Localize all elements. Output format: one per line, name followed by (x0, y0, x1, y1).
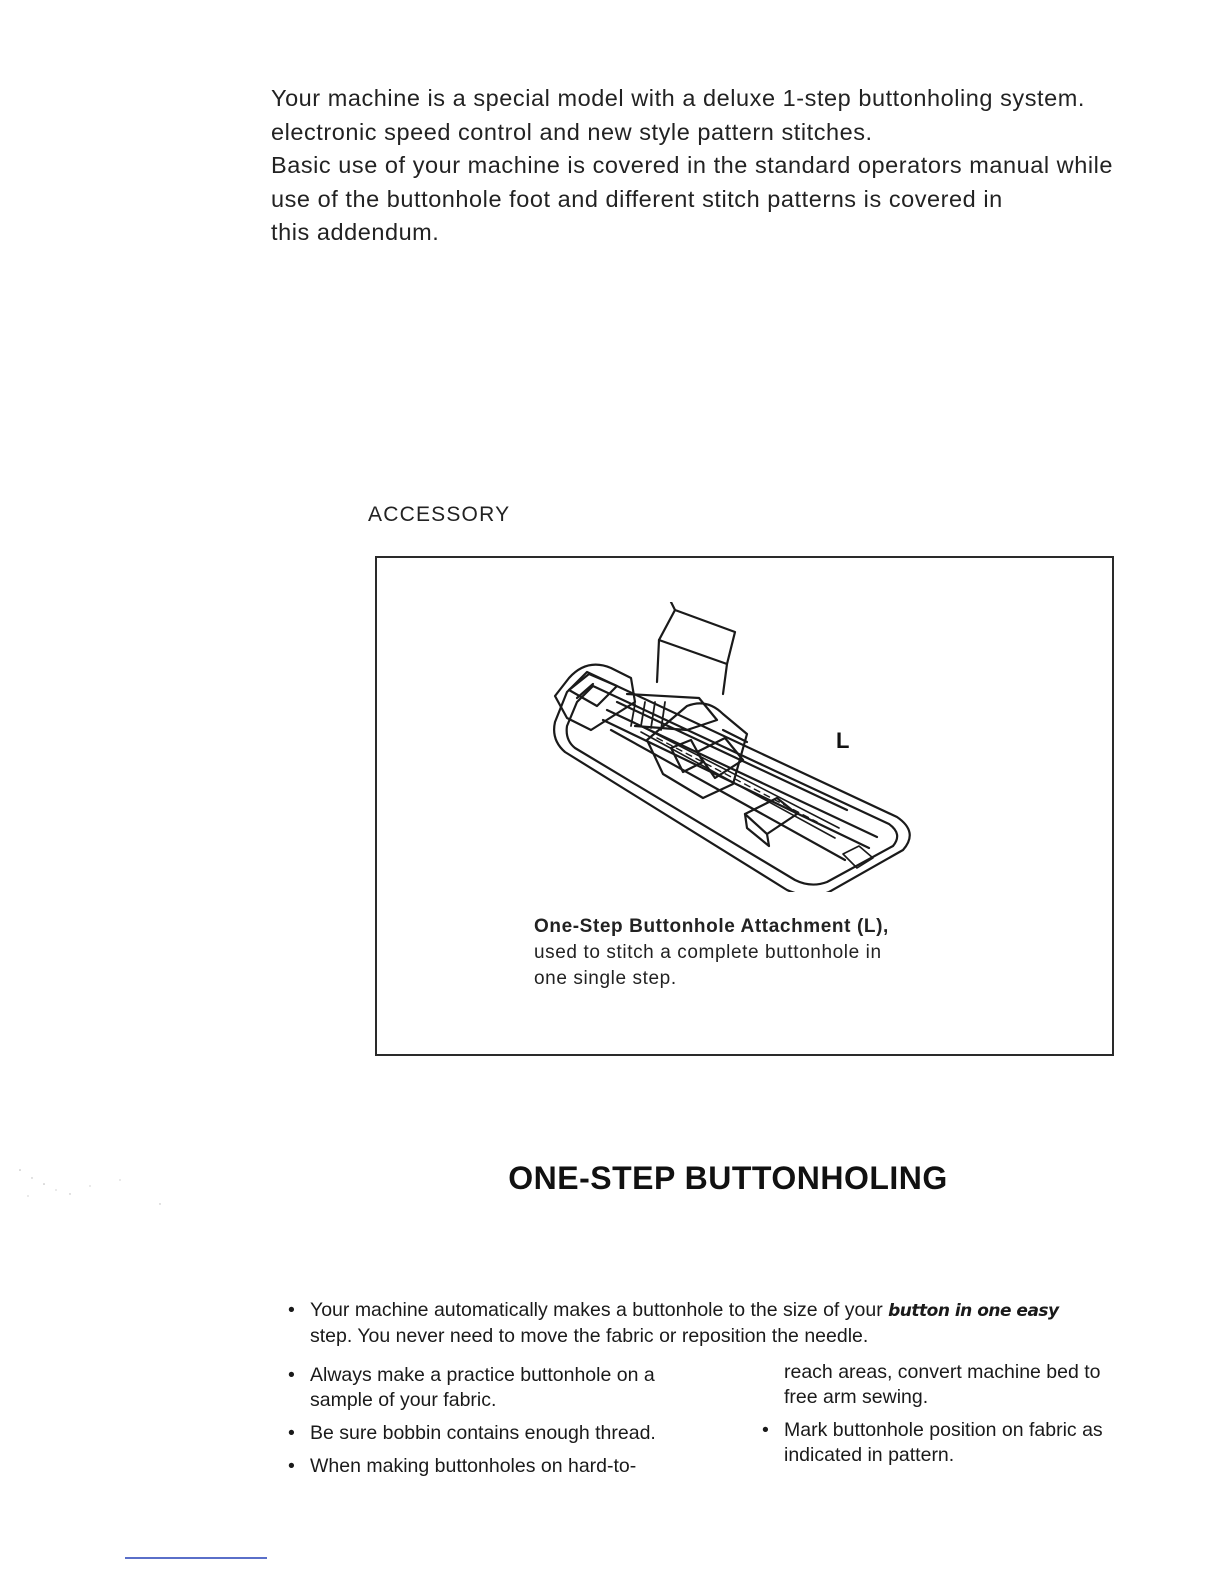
intro-line: Your machine is a special model with a deluxe 1-step buttonholing system. (271, 85, 1085, 111)
section-title: ONE-STEP BUTTONHOLING (508, 1160, 948, 1196)
bullet-line: step. You never need to move the fabric or reposition the needle. (310, 1325, 869, 1347)
caption-line: used to stitch a complete buttonhole in (534, 942, 882, 963)
bullet-line: When making buttonholes on hard-to- (310, 1455, 637, 1477)
bullet-line: Mark buttonhole position on fabric as (784, 1419, 1103, 1441)
caption-title: One-Step Buttonhole Attachment (L), (534, 916, 889, 937)
bullet-list-right-column (762, 1360, 1182, 1476)
bullet-line: reach areas, convert machine bed to (784, 1361, 1101, 1383)
scan-noise-decoration (0, 1150, 180, 1230)
bullet-icon: • (288, 1422, 295, 1444)
intro-line: use of the buttonhole foot and different stitch patterns is covered in (271, 185, 1003, 212)
list-item (288, 1298, 1188, 1349)
accessory-heading: ACCESSORY (368, 503, 511, 526)
bullet-text-handwritten: button in one easy (888, 1301, 1059, 1321)
bullet-line: free arm sewing. (784, 1386, 929, 1408)
bullet-line: sample of your fabric. (310, 1389, 497, 1411)
intro-paragraph (271, 82, 1191, 250)
accessory-caption (534, 914, 964, 992)
bullet-line (310, 1298, 1188, 1324)
list-item (288, 1454, 728, 1479)
list-item (288, 1421, 728, 1446)
accessory-box (375, 556, 1114, 1056)
list-item (288, 1363, 728, 1413)
bullet-list (762, 1418, 1182, 1468)
intro-line: this addendum. (271, 219, 440, 245)
caption-line: one single step. (534, 968, 677, 989)
bullet-icon: • (288, 1299, 295, 1321)
list-item-continuation (762, 1360, 1182, 1410)
bullet-icon: • (762, 1419, 769, 1441)
buttonhole-foot-illustration-icon (547, 602, 927, 892)
bullet-icon: • (288, 1455, 295, 1477)
bullet-icon: • (288, 1364, 295, 1386)
bullet-line: indicated in pattern. (784, 1444, 955, 1466)
attachment-label-l: L (836, 728, 850, 753)
bullet-text-printed: Your machine automatically makes a buttonhole to the size of your (310, 1299, 883, 1321)
bullet-line: Always make a practice buttonhole on a (310, 1364, 655, 1386)
list-item (762, 1418, 1182, 1468)
bullet-line: Be sure bobbin contains enough thread. (310, 1422, 656, 1444)
bullet-list-left-column (288, 1363, 728, 1487)
footer-rule (125, 1557, 267, 1559)
intro-line: Basic use of your machine is covered in the standard operators manual while (271, 152, 1113, 178)
intro-line: electronic speed control and new style pattern stitches. (271, 118, 873, 145)
bullet-list-top (288, 1298, 1188, 1349)
